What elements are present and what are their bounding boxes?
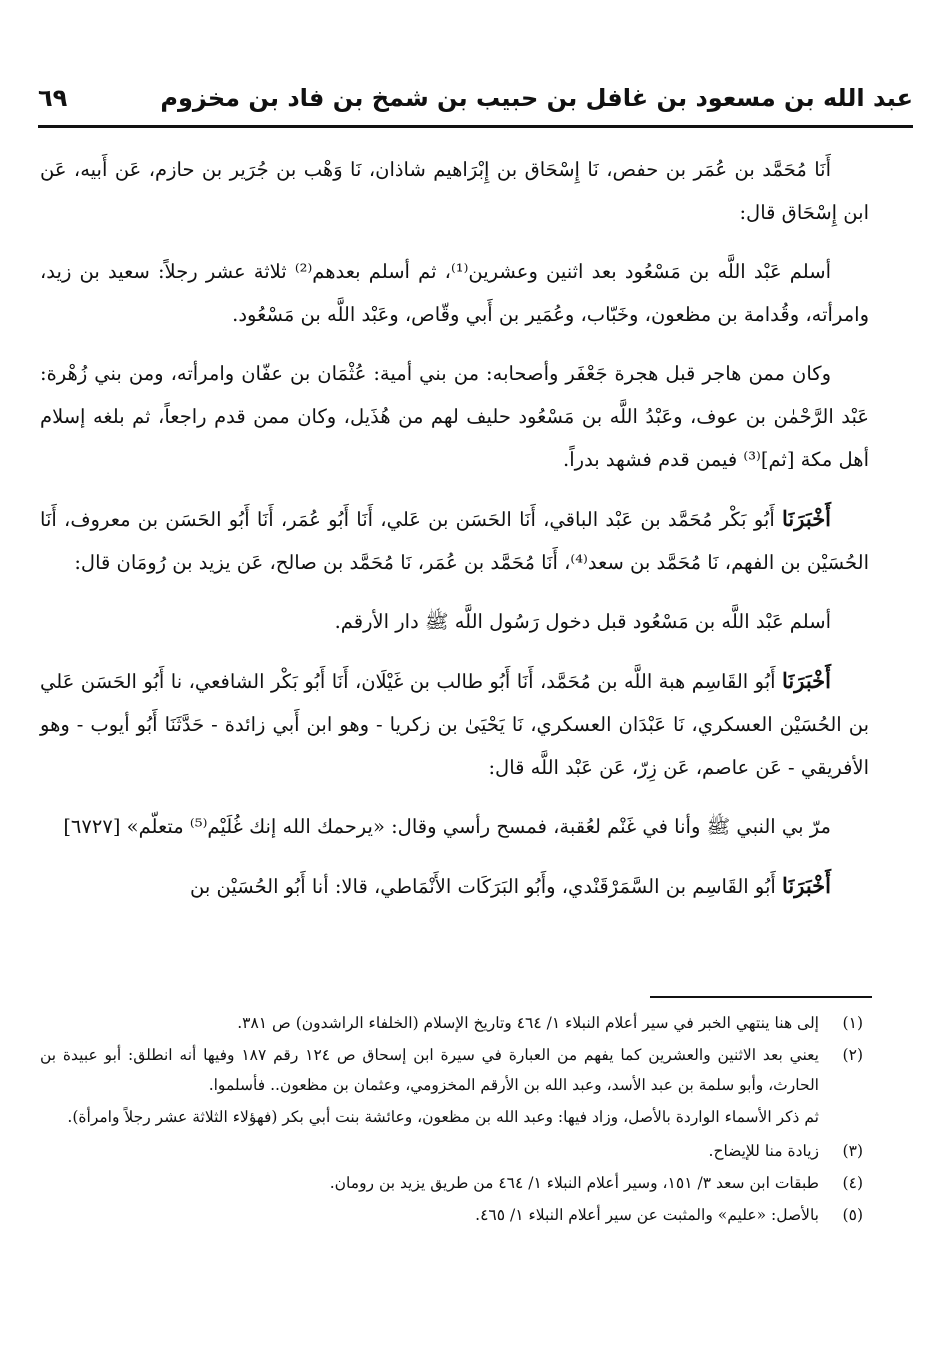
paragraph-text: أَبُو القَاسِم بن السَّمَرْقَنْدي، وأَبُو البَرَكَات الأَنْمَاطي، قالا: أنا أَبُو الحُسَيْن بن bbox=[190, 875, 776, 898]
paragraph-text: أَنَا مُحَمَّد بن عُمَر بن حفص، نَا إِسْحَاق بن إِبْرَاهيم شاذان، نَا وَهْب بن جُرَير بن حازم، عَن أَبيه، عَن ابن إِسْحَاق قال: bbox=[40, 158, 869, 224]
header-rule bbox=[38, 125, 913, 128]
footnote bbox=[40, 1200, 863, 1230]
footnote-number: (٣) bbox=[842, 1142, 863, 1160]
footnote-text: طبقات ابن سعد ٣/ ١٥١، وسير أعلام النبلاء ١/ ٤٦٤ من طريق يزيد بن رومان. bbox=[329, 1174, 819, 1192]
footnote-text: يعني بعد الاثنين والعشرين كما يفهم من العبارة في سيرة ابن إسحاق ص ١٢٤ رقم ١٨٧ وفيها أنه انطلق: أبو عبيدة بن الحارث، وأبو سلمة بن عبد الأسد، وعبد الله بن الأرقم المخزومي، وعثمان بن مظعون.. فأسلموا. bbox=[40, 1046, 819, 1094]
footnote bbox=[40, 1168, 863, 1198]
paragraph-text: أسلم عَبْد اللَّه بن مَسْعُود قبل دخول رَسُول اللَّه ﷺ دار الأرقم. bbox=[334, 610, 831, 633]
paragraph bbox=[40, 864, 869, 908]
paragraph-text: أَبُو بَكْر مُحَمَّد بن عَبْد الباقي، أَنَا الحَسَن بن عَلي، أَنَا أَبُو عُمَر، أَنَا أَبُو الحَسَن بن معروف، أَنَا الحُسَيْن بن الفهم، نَا مُحَمَّد بن سعد⁽⁴⁾، أَنَا مُحَمَّد بن عُمَر، نَا مُحَمَّد بن صالح، عَن يزيد بن رُومَان قال: bbox=[40, 508, 869, 574]
main-text bbox=[40, 148, 869, 924]
paragraph-text: وكان ممن هاجر قبل هجرة جَعْفَر وأصحابه: من بني أمية: عُثْمَان بن عفّان وامرأته، ومن بني زُهْرة: عَبْد الرَّحْمٰن بن عوف، وعَبْدُ اللَّه بن مَسْعُود حليف لهم من هُذَيل، وكان ممن قدم راجعاً، ثم بلغه إسلام أهل مكة [ثم]⁽³⁾ فيمن قدم فشهد بدراً. bbox=[40, 362, 869, 471]
paragraph bbox=[40, 148, 869, 234]
paragraph-text: أَبُو القَاسِم هبة اللَّه بن مُحَمَّد، أَنَا أَبُو طالب بن غَيْلَان، أَنَا أَبُو بَكْر الشافعي، نا أَبُو الحَسَن عَلي بن الحُسَيْن العسكري، نَا عَبْدَان العسكري، نَا يَحْيَىٰ بن زكريا - وهو ابن أَبي زائدة - حَدَّثَنَا أَبُو أيوب - وهو الأفريقي - عَن عاصم، عَن زِرّ، عَن عَبْد اللَّه قال: bbox=[40, 670, 869, 779]
paragraph-text: أسلم عَبْد اللَّه بن مَسْعُود بعد اثنين وعشرين⁽¹⁾، ثم أسلم بعدهم⁽²⁾ ثلاثة عشر رجلاً: سعيد بن زيد، وامرأته، وقُدامة بن مظعون، وخَبّاب، وعُمَير بن أَبي وقّاص، وعَبْد اللَّه بن مَسْعُود. bbox=[40, 260, 869, 326]
paragraph bbox=[40, 600, 869, 643]
footnote-number: (٥) bbox=[842, 1206, 863, 1224]
paragraph bbox=[40, 805, 869, 848]
footnote-number: (١) bbox=[842, 1014, 863, 1032]
paragraph bbox=[40, 659, 869, 789]
paragraph bbox=[40, 352, 869, 481]
footnote-text: إلى هنا ينتهي الخبر في سير أعلام النبلاء ١/ ٤٦٤ وتاريخ الإسلام (الخلفاء الراشدون) ص ٣٨١. bbox=[237, 1014, 819, 1032]
footnotes bbox=[40, 1008, 863, 1232]
page-number: ٦٩ bbox=[38, 84, 68, 112]
paragraph bbox=[40, 250, 869, 336]
footnote-number: (٤) bbox=[842, 1174, 863, 1192]
footnote-continuation: ثم ذكر الأسماء الواردة بالأصل، وزاد فيها: وعبد الله بن مظعون، وعائشة بنت أبي بكر (فهؤلاء الثلاثة عشر رجلاً وامرأة). bbox=[67, 1108, 819, 1126]
footnote-number: (٢) bbox=[842, 1046, 863, 1064]
footnote-text: زيادة منا للإيضاح. bbox=[708, 1142, 819, 1160]
narration-keyword: أَخْبَرَنَا bbox=[782, 873, 831, 898]
paragraph bbox=[40, 497, 869, 584]
narration-keyword: أَخْبَرَنَا bbox=[782, 506, 832, 531]
footnote-separator bbox=[650, 996, 872, 998]
footnote bbox=[40, 1136, 863, 1166]
paragraph-text: مرّ بي النبي ﷺ وأنا في غَنْم لعُقبة، فمسح رأسي وقال: «يرحمك الله إنك غُلَيْم⁽⁵⁾ متعلّم» [٦٧٢٧] bbox=[63, 815, 831, 838]
narration-keyword: أَخْبَرَنَا bbox=[782, 668, 831, 693]
footnote bbox=[40, 1008, 863, 1038]
footnote bbox=[40, 1040, 863, 1100]
running-title: عبد الله بن مسعود بن غافل بن حبيب بن شمخ بن فاد بن مخزوم bbox=[160, 84, 913, 112]
footnote-text: بالأصل: «عليم» والمثبت عن سير أعلام النبلاء ١/ ٤٦٥. bbox=[475, 1206, 819, 1224]
running-header bbox=[38, 76, 913, 128]
